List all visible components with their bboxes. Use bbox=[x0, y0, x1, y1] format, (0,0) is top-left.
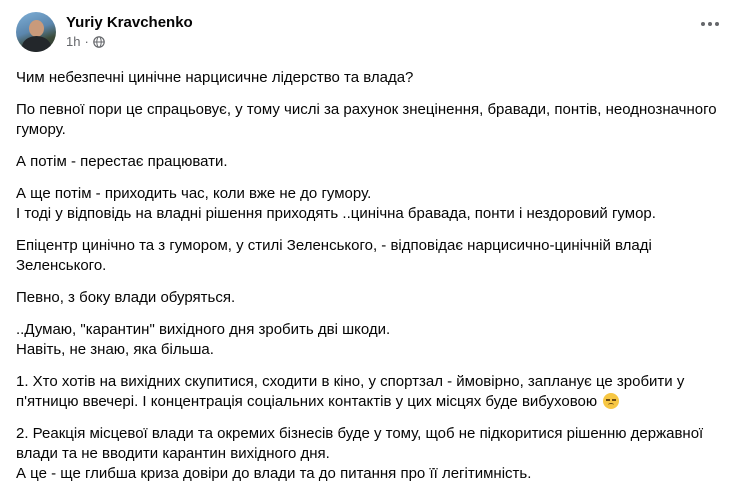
post-paragraph: 1. Хто хотів на вихідних скупитися, сходити в кіно, у спортзал - ймовірно, запланує це зробити у п'ятницю ввечері. І концентрація соціальних контактів у цих місцях буде вибуховою bbox=[16, 373, 685, 410]
post-paragraph: Чим небезпечні цинічне нарцисичне лідерство та влада? bbox=[16, 69, 414, 86]
author-name[interactable]: Yuriy Kravchenko bbox=[66, 14, 193, 31]
post-paragraph: ..Думаю, "карантин" вихідного дня зробить дві шкоди. Навіть, не знаю, яка більша. bbox=[16, 321, 391, 358]
post-text bbox=[16, 68, 726, 496]
post-paragraph-with-emoji bbox=[16, 372, 726, 412]
post-meta bbox=[66, 13, 193, 50]
separator-dot: · bbox=[84, 34, 89, 49]
post-paragraph: 2. Реакція місцевої влади та окремих бізнесів буде у тому, щоб не підкоритися рішенню державної влади та не вводити карантин вихідного дня. А це - ще глибша криза довіри до влади та до питання про її легітимність. bbox=[16, 425, 704, 482]
post-paragraph: А потім - перестає працювати. bbox=[16, 153, 228, 170]
globe-icon[interactable] bbox=[93, 36, 105, 48]
post-paragraph: Певно, з боку влади обуряться. bbox=[16, 289, 236, 306]
disappointed-face-emoji bbox=[603, 393, 619, 409]
post-paragraph: Епіцентр цинічно та з гумором, у стилі Зеленського, - відповідає нарцисично-цинічній владі Зеленського. bbox=[16, 237, 652, 274]
avatar[interactable] bbox=[16, 12, 56, 52]
post-subline bbox=[66, 34, 193, 50]
post-paragraph: По певної пори це спрацьовує, у тому числі за рахунок знецінення, бравади, понтів, неоднозначного гумору. bbox=[16, 101, 717, 138]
post-paragraph: А ще потім - приходить час, коли вже не до гумору. І тоді у відповідь на владні рішення приходять ..цинічна бравада, понти і нездоровий гумор. bbox=[16, 185, 656, 222]
post-header bbox=[16, 12, 193, 56]
more-dots-icon[interactable] bbox=[696, 14, 724, 34]
post-time[interactable]: 1h bbox=[66, 34, 81, 49]
